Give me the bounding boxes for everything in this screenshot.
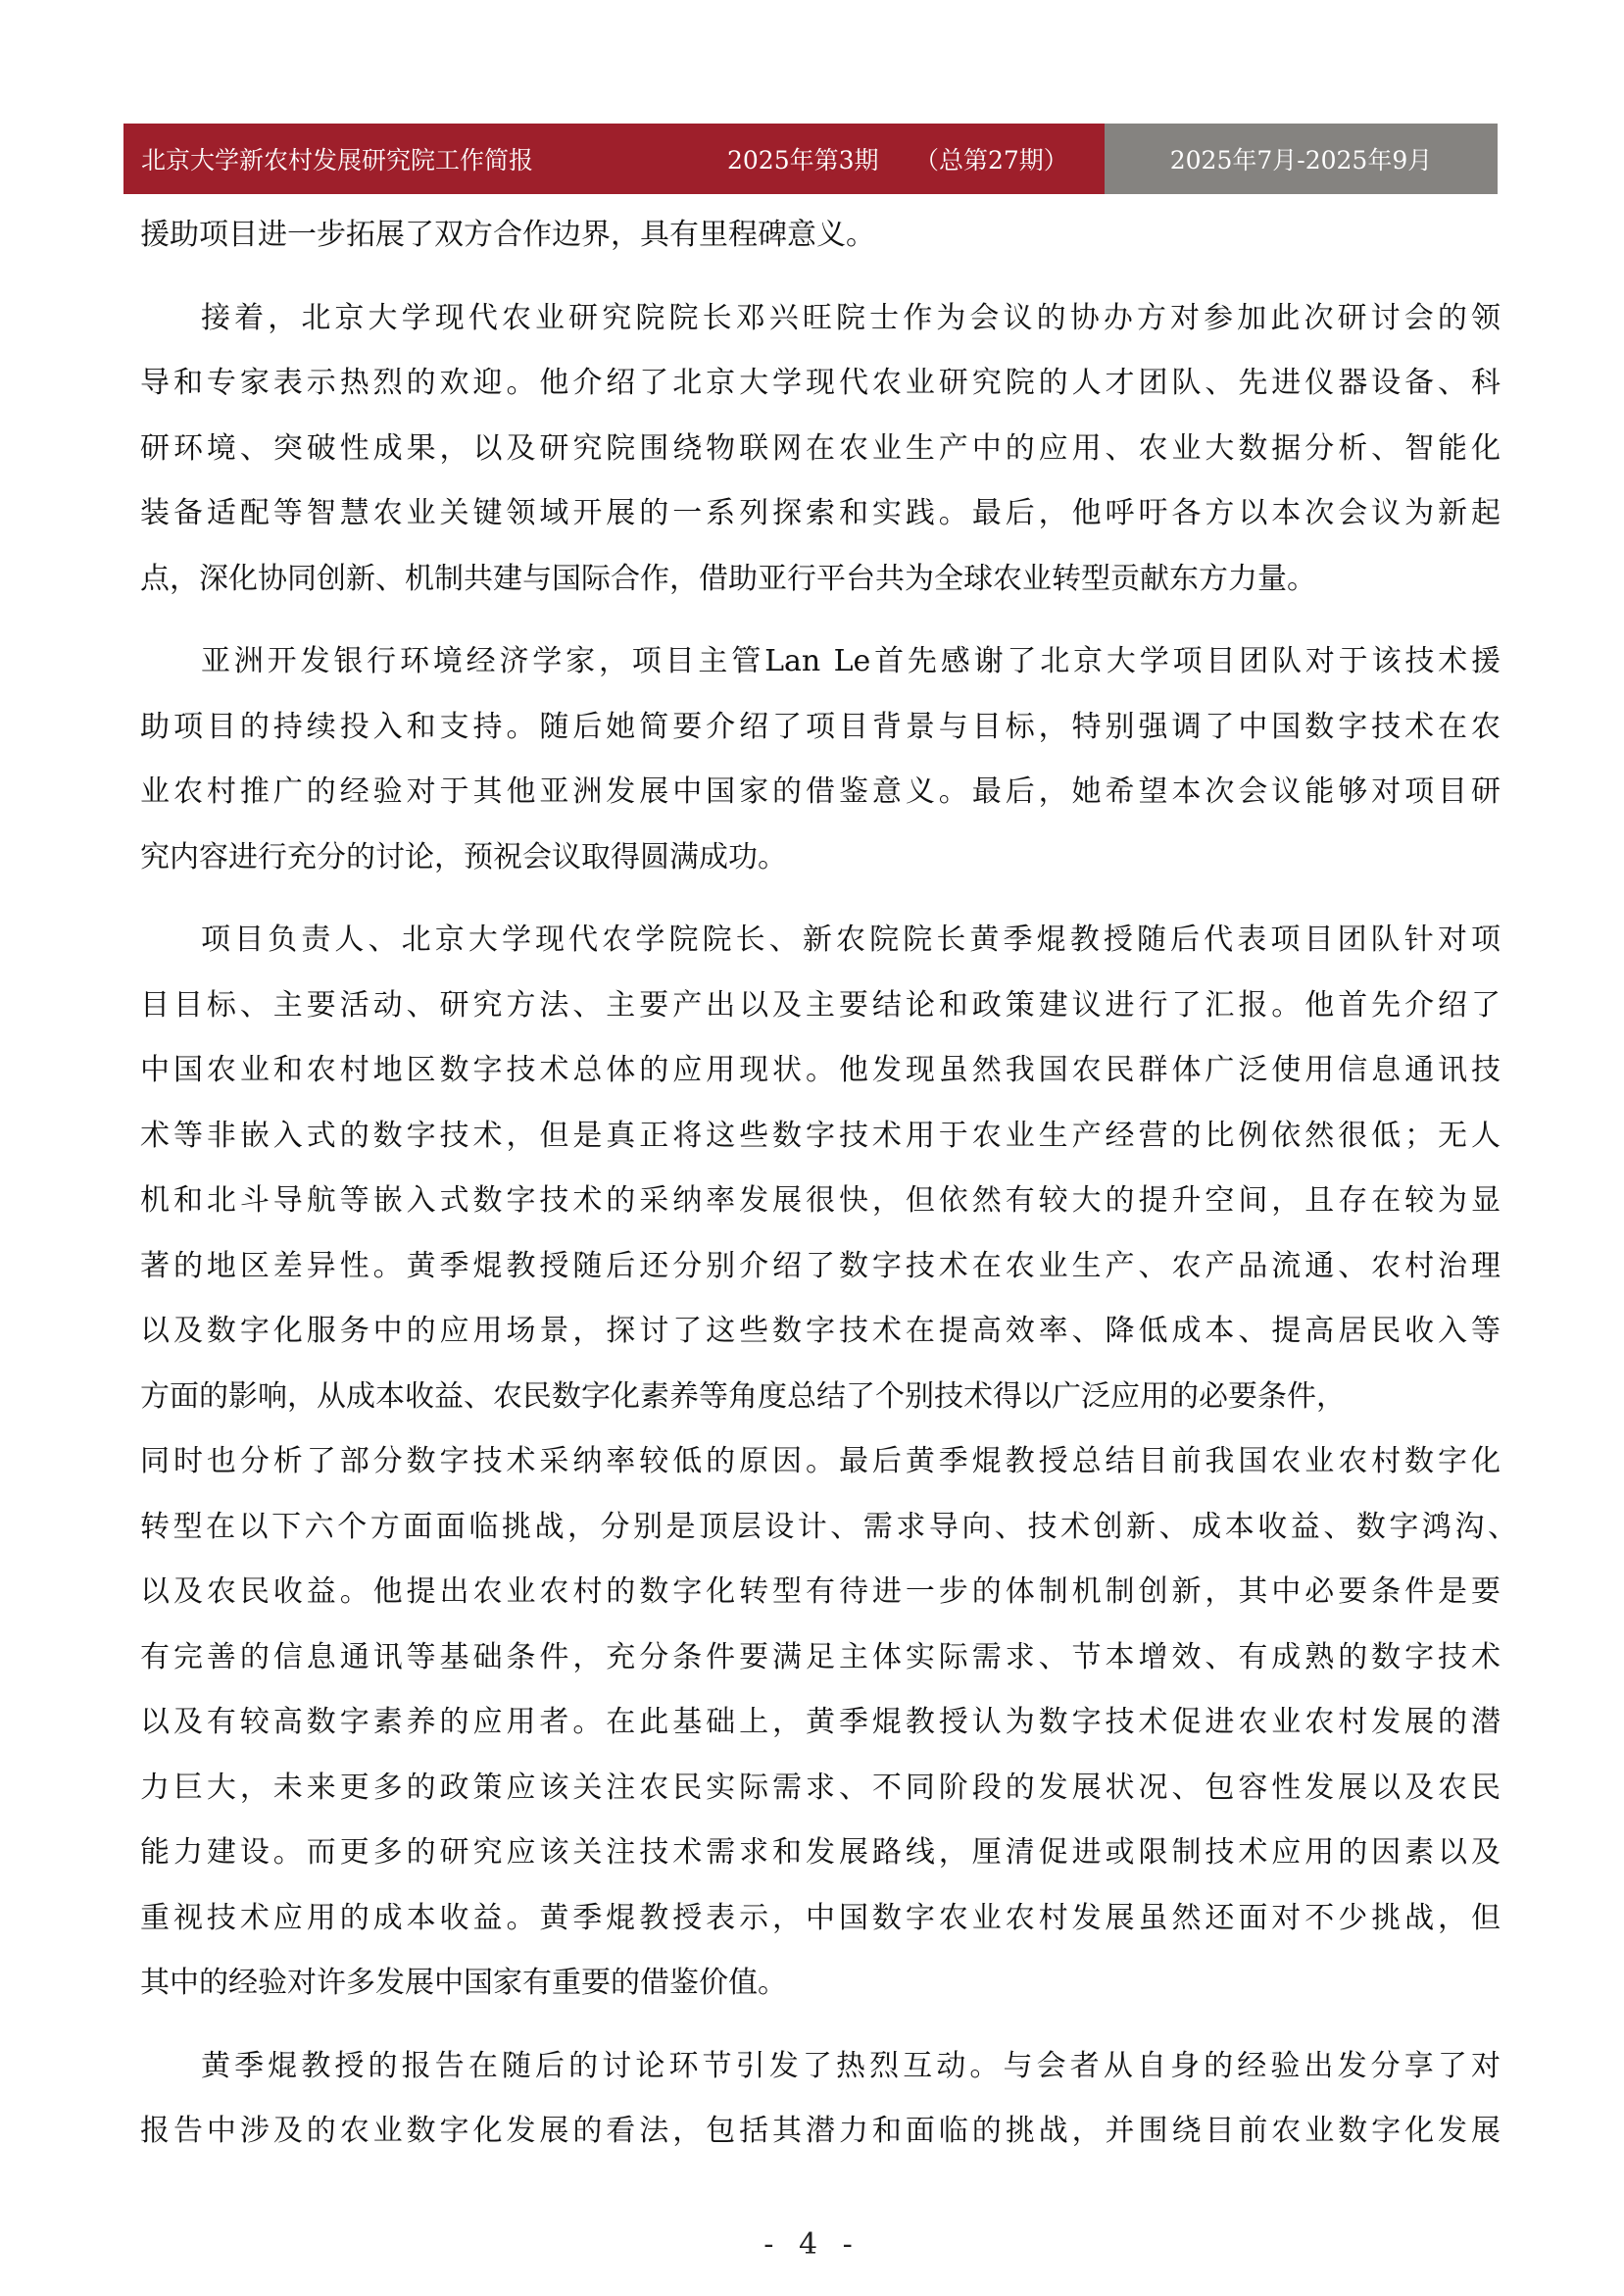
- report-period: 2025年7月-2025年9月: [1169, 146, 1433, 175]
- text-line: 转型在以下六个方面面临挑战，分别是顶层设计、需求导向、技术创新、成本收益、数字鸿沟、: [140, 1509, 1517, 1544]
- newsletter-title: 北京大学新农村发展研究院工作简报: [141, 146, 534, 175]
- text-line: 机和北斗导航等嵌入式数字技术的采纳率发展很快，但依然有较大的提升空间，且存在较为显: [140, 1183, 1501, 1218]
- text-line: 装备适配等智慧农业关键领域开展的一系列探索和实践。最后，他呼吁各方以本次会议为新起: [140, 496, 1501, 530]
- text-line: 项目负责人、北京大学现代农学院院长、新农院院长黄季焜教授随后代表项目团队针对项: [201, 923, 1501, 957]
- text-line: 以及数字化服务中的应用场景，探讨了这些数字技术在提高效率、降低成本、提高居民收入等: [140, 1314, 1501, 1348]
- text-line: 导和专家表示热烈的欢迎。他介绍了北京大学现代农业研究院的人才团队、先进仪器设备、科: [140, 366, 1501, 400]
- paragraph-3: [140, 629, 1501, 890]
- text-line: 黄季焜教授的报告在随后的讨论环节引发了热烈互动。与会者从自身的经验出发分享了对: [201, 2048, 1501, 2083]
- text-line: 著的地区差异性。黄季焜教授随后还分别介绍了数字技术在农业生产、农产品流通、农村治理: [140, 1248, 1501, 1283]
- paragraph-2: [140, 286, 1501, 613]
- text-line: 其中的经验对许多发展中国家有重要的借鉴价值。: [140, 1966, 787, 2000]
- text-line: 点，深化协同创新、机制共建与国际合作，借助亚行平台共为全球农业转型贡献东方力量。: [140, 561, 1316, 596]
- text-line: 能力建设。而更多的研究应该关注技术需求和发展路线，厘清促进或限制技术应用的因素以及: [140, 1835, 1501, 1870]
- text-line: 以及有较高数字素养的应用者。在此基础上，黄季焜教授认为数字技术促进农业农村发展的潜: [140, 1705, 1501, 1739]
- text-line: 术等非嵌入式的数字技术，但是真正将这些数字技术用于农业生产经营的比例依然很低；无人: [140, 1118, 1501, 1153]
- text-line: 以及农民收益。他提出农业农村的数字化转型有待进一步的体制机制创新，其中必要条件是要: [140, 1574, 1501, 1609]
- issue-number: 2025年第3期: [727, 146, 879, 175]
- text-line: 目目标、主要活动、研究方法、主要产出以及主要结论和政策建议进行了汇报。他首先介绍了: [140, 987, 1501, 1023]
- header-red-section: [123, 124, 1105, 194]
- text-line: 同时也分析了部分数字技术采纳率较低的原因。最后黄季焜教授总结目前我国农业农村数字化: [140, 1444, 1501, 1478]
- text-line: 中国农业和农村地区数字技术总体的应用现状。他发现虽然我国农民群体广泛使用信息通讯技: [140, 1053, 1501, 1087]
- total-issue-number: （总第27期）: [914, 146, 1068, 175]
- text-line: 究内容进行充分的讨论，预祝会议取得圆满成功。: [140, 839, 787, 874]
- text-line: 研环境、突破性成果，以及研究院围绕物联网在农业生产中的应用、农业大数据分析、智能化: [140, 430, 1501, 466]
- text-line: 业农村推广的经验对于其他亚洲发展中国家的借鉴意义。最后，她希望本次会议能够对项目研: [140, 774, 1501, 809]
- text-line: 报告中涉及的农业数字化发展的看法，包括其潜力和面临的挑战，并围绕目前农业数字化发展: [140, 2114, 1501, 2148]
- text-line: 有完善的信息通讯等基础条件，充分条件要满足主体实际需求、节本增效、有成熟的数字技术: [140, 1639, 1501, 1674]
- text-line: 力巨大，未来更多的政策应该关注农民实际需求、不同阶段的发展状况、包容性发展以及农民: [140, 1770, 1501, 1805]
- page-number: - 4 -: [763, 2227, 861, 2262]
- text-line: 亚洲开发银行环境经济学家，项目主管Lan Le首先感谢了北京大学项目团队对于该技术援: [201, 644, 1501, 678]
- text-line: 重视技术应用的成本收益。黄季焜教授表示，中国数字农业农村发展虽然还面对不少挑战，但: [140, 1900, 1501, 1935]
- text-line: 援助项目进一步拓展了双方合作边界，具有里程碑意义。: [140, 218, 875, 252]
- text-line: 助项目的持续投入和支持。随后她简要介绍了项目背景与目标，特别强调了中国数字技术在农: [140, 709, 1501, 744]
- paragraph-4: [140, 908, 1517, 2017]
- header-gray-section: [1105, 124, 1498, 194]
- text-line: 接着，北京大学现代农业研究院院长邓兴旺院士作为会议的协办方对参加此次研讨会的领: [201, 300, 1501, 335]
- article-body: [140, 203, 1517, 2182]
- newsletter-header-bar: [123, 124, 1498, 194]
- paragraph-1: [140, 203, 1501, 269]
- paragraph-5: [140, 2034, 1501, 2165]
- text-line: 方面的影响，从成本收益、农民数字化素养等角度总结了个别技术得以广泛应用的必要条件，: [140, 1378, 1346, 1414]
